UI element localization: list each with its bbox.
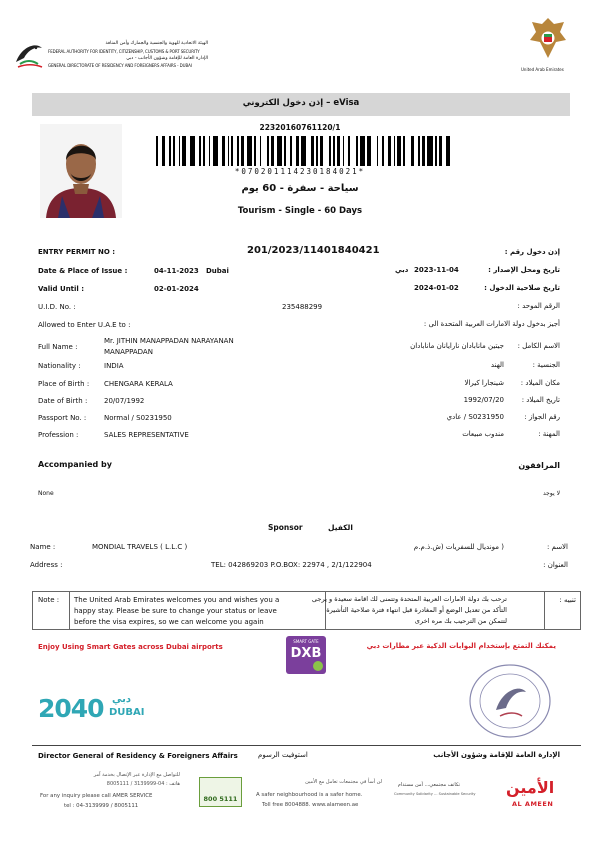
barcode-bar bbox=[388, 136, 391, 166]
dubai-logo-en: DUBAI bbox=[109, 707, 145, 718]
note-text-ar-2: التأكد من تعديل الوضع أو المغادرة قبل انتهاء فترة صلاحية التأشيرة bbox=[326, 606, 507, 614]
entry-permit-label-ar: إذن دخول رقم : bbox=[504, 248, 560, 256]
barcode-bar bbox=[228, 136, 230, 166]
official-stamp bbox=[466, 662, 554, 742]
smart-gates-text-en: Enjoy Using Smart Gates across Dubai airports bbox=[38, 643, 223, 651]
nationality-label-ar: الجنسية : bbox=[532, 361, 560, 369]
birth-date-ar: 1992/07/20 bbox=[463, 396, 504, 404]
barcode-bar bbox=[403, 136, 405, 166]
evisa-title: إذن دخول الكتروني – eVisa bbox=[242, 98, 360, 108]
alameen-logo-ar: الأمين bbox=[506, 778, 555, 797]
profession-label-ar: المهنة : bbox=[538, 430, 560, 438]
barcode-bar bbox=[290, 136, 292, 166]
note-label-ar: تنبيه : bbox=[559, 596, 576, 604]
allowed-label: Allowed to Enter U.A.E to : bbox=[38, 321, 131, 329]
emblem-caption: United Arab Emirates bbox=[521, 67, 564, 72]
full-name-ar: جيتين مانابادان نارايانان مانابادان bbox=[410, 342, 504, 350]
barcode-bar bbox=[156, 136, 158, 166]
alameen-logo-en: AL AMEEN bbox=[512, 800, 554, 808]
check-icon bbox=[313, 661, 323, 671]
passport-label-ar: رقم الجواز : bbox=[524, 413, 560, 421]
accompanied-label: Accompanied by bbox=[38, 460, 112, 469]
accompanied-label-ar: المرافقون bbox=[518, 461, 560, 470]
entry-permit-number: 201/2023/11401840421 bbox=[247, 245, 380, 256]
barcode-bar bbox=[422, 136, 425, 166]
sponsor-name-label-ar: الاسم : bbox=[546, 543, 568, 551]
issue-place-ar: دبي bbox=[395, 266, 409, 274]
note-text-ar-3: لتتمكن من الترحيب بك مره اخرى bbox=[414, 617, 507, 625]
uid-label: U.I.D. No. : bbox=[38, 303, 76, 311]
barcode-bar bbox=[296, 136, 299, 166]
safer-en-1: A safer neighbourhood is a safer home. bbox=[256, 792, 363, 798]
safer-ar: لن أسأ في مجتمعات تعامل مع الأمين bbox=[305, 779, 382, 785]
authority-logo bbox=[12, 36, 46, 72]
barcode-bar bbox=[260, 136, 262, 166]
entry-permit-label: ENTRY PERMIT NO : bbox=[38, 248, 116, 256]
barcode-bar bbox=[367, 136, 370, 166]
barcode-bar bbox=[162, 136, 165, 166]
barcode-bar bbox=[356, 136, 358, 166]
dubai-logo-ar: دبي bbox=[112, 694, 132, 705]
director-title-ar: الإدارة العامة للإقامة وشؤون الأجانب bbox=[433, 751, 560, 759]
uid-number: 235488299 bbox=[282, 303, 323, 311]
visa-type-en: Tourism - Single - 60 Days bbox=[237, 206, 363, 216]
directorate-name-ar: الإدارة العامة للإقامة وشؤون الأجانب - دبي bbox=[126, 56, 208, 61]
barcode-bar bbox=[203, 136, 205, 166]
birth-place-label: Place of Birth : bbox=[38, 380, 90, 388]
barcode-bar bbox=[173, 136, 175, 166]
accompanied-value: None bbox=[38, 490, 54, 497]
barcode-bar bbox=[377, 136, 379, 166]
note-text-ar-1: ترحب بك دولة الامارات العربية المتحدة وتتمنى لك اقامة سعيدة و يرجى bbox=[311, 595, 507, 603]
amer-number: 800 5111 bbox=[203, 795, 238, 803]
sponsor-address-label: Address : bbox=[30, 561, 63, 569]
directorate-name-en: GENERAL DIRECTORATE OF RESIDENCY AND FOREIGNERS AFFAIRS - DUBAI bbox=[48, 63, 192, 68]
barcode-bar bbox=[333, 136, 335, 166]
barcode-bar bbox=[209, 136, 211, 166]
allowed-label-ar: أجيز بدخول دولة الامارات العربية المتحدة الى : bbox=[423, 320, 560, 328]
barcode-bar bbox=[301, 136, 306, 166]
barcode-bar bbox=[311, 136, 314, 166]
community-en: Community Solidarity ... Sustainable Security bbox=[394, 792, 476, 796]
full-name-label-ar: الاسم الكامل : bbox=[517, 342, 560, 350]
birth-date-label-ar: تاريخ الميلاد : bbox=[521, 396, 560, 404]
visa-barcode bbox=[156, 136, 452, 166]
valid-label-ar: تاريخ صلاحية الدخول : bbox=[484, 284, 560, 292]
issue-label: Date & Place of Issue : bbox=[38, 267, 128, 275]
authority-name-ar: الهيئة الاتحادية للهوية والجنسية والجمارك وأمن المنافذ bbox=[105, 41, 208, 46]
passport-label: Passport No. : bbox=[38, 414, 87, 422]
smart-gate-badge-top: SMART GATE bbox=[293, 639, 319, 644]
barcode-bar bbox=[199, 136, 201, 166]
barcode-bar bbox=[213, 136, 218, 166]
barcode-bar bbox=[277, 136, 282, 166]
birth-place: CHENGARA KERALA bbox=[104, 380, 173, 388]
enquiry-en-1: For any inquiry please call AMER SERVICE bbox=[40, 793, 153, 799]
community-ar: تكاتف مجتمعي... أمن مستدام bbox=[397, 782, 460, 788]
safer-en-2: Toll free 8004888. www.alameen.ae bbox=[262, 802, 359, 808]
footer-divider bbox=[32, 745, 581, 746]
full-name-line2: MANAPPADAN bbox=[104, 348, 153, 356]
barcode-bar bbox=[411, 136, 414, 166]
amer-logo bbox=[199, 777, 242, 807]
issue-date-ar: 2023-11-04 bbox=[414, 266, 459, 274]
accompanied-value-ar: لا يوجد bbox=[543, 490, 560, 497]
smart-gate-badge bbox=[286, 636, 326, 674]
barcode-bar bbox=[190, 136, 195, 166]
sponsor-name-label: Name : bbox=[30, 543, 56, 551]
issue-date: 04-11-2023 bbox=[154, 267, 199, 275]
barcode-bar bbox=[446, 136, 449, 166]
barcode-bar bbox=[435, 136, 437, 166]
enquiry-ar-1: للتواصل مع الإدارة عبر الإتصال بخدمة آمر bbox=[93, 772, 180, 778]
barcode-bar bbox=[337, 136, 340, 166]
barcode-bar bbox=[169, 136, 171, 166]
birth-place-ar: شينجارا كيرالا bbox=[464, 379, 504, 387]
valid-label: Valid Until : bbox=[38, 285, 85, 293]
barcode-bar bbox=[418, 136, 420, 166]
barcode-bar bbox=[397, 136, 400, 166]
barcode-bar bbox=[271, 136, 274, 166]
barcode-bar bbox=[179, 136, 181, 166]
full-name-label: Full Name : bbox=[38, 343, 78, 351]
barcode-bar bbox=[182, 136, 185, 166]
nationality-ar: الهند bbox=[490, 361, 504, 369]
fees-paid-ar: استوفيت الرسوم bbox=[258, 751, 308, 759]
barcode-bar bbox=[237, 136, 239, 166]
valid-until: 02-01-2024 bbox=[154, 285, 199, 293]
issue-label-ar: تاريخ ومحل الإصدار : bbox=[488, 266, 560, 274]
birth-place-label-ar: مكان الميلاد : bbox=[520, 379, 560, 387]
sponsor-address: TEL: 042869203 P.O.BOX: 22974 , 2/1/122904 bbox=[211, 561, 372, 569]
barcode-bar bbox=[348, 136, 350, 166]
issue-place: Dubai bbox=[206, 267, 229, 275]
uid-label-ar: الرقم الموحد : bbox=[517, 302, 560, 310]
visa-type-ar: سياحة - سفرة - 60 يوم bbox=[241, 183, 359, 194]
passport-number-ar: S0231950 / عادي bbox=[446, 413, 504, 421]
barcode-bar bbox=[231, 136, 233, 166]
director-title-en: Director General of Residency & Foreigners Affairs bbox=[38, 752, 238, 760]
barcode-text: *070201114230184021* bbox=[234, 167, 366, 176]
evisa-title-bar bbox=[32, 93, 570, 116]
barcode-bar bbox=[267, 136, 269, 166]
note-label: Note : bbox=[38, 596, 60, 604]
smart-gate-badge-main: DXB bbox=[290, 646, 322, 661]
authority-name-en: FEDERAL AUTHORITY FOR IDENTITY, CITIZENSHIP, CUSTOMS & PORT SECURITY bbox=[48, 49, 200, 54]
note-text-en-2: happy stay. Please be sure to change your status or leave bbox=[74, 607, 277, 615]
birth-date-label: Date of Birth : bbox=[38, 397, 88, 405]
barcode-bar bbox=[360, 136, 365, 166]
profession-ar: مندوب مبيعات bbox=[462, 430, 504, 438]
barcode-bar bbox=[427, 136, 432, 166]
barcode-bar bbox=[284, 136, 286, 166]
sponsor-address-label-ar: العنوان : bbox=[543, 561, 568, 569]
profession: SALES REPRESENTATIVE bbox=[104, 431, 189, 439]
sponsor-name: MONDIAL TRAVELS ( L.L.C ) bbox=[92, 543, 188, 551]
barcode-bar bbox=[222, 136, 225, 166]
sponsor-name-ar: ( موندیال للسفریات (ش.ذ.م.م bbox=[413, 543, 504, 551]
note-text-en-1: The United Arab Emirates welcomes you and wishes you a bbox=[74, 596, 280, 604]
dubai-2040-logo: 2040 bbox=[38, 694, 104, 723]
barcode-bar bbox=[316, 136, 318, 166]
barcode-bar bbox=[382, 136, 384, 166]
birth-date: 20/07/1992 bbox=[104, 397, 145, 405]
sponsor-title: Sponsor bbox=[268, 523, 303, 532]
barcode-bar bbox=[329, 136, 331, 166]
note-text-en-3: before the visa expires, so we can welcome you again bbox=[74, 618, 264, 626]
valid-until-ar: 2024-01-02 bbox=[414, 284, 459, 292]
enquiry-ar-2: هاتف : 04-3139999 / 8005111 bbox=[106, 781, 180, 787]
barcode-bar bbox=[439, 136, 442, 166]
sponsor-title-ar: الكفيل bbox=[328, 523, 353, 532]
visa-reference: 22320160761120/1 bbox=[259, 123, 341, 132]
barcode-bar bbox=[343, 136, 345, 166]
passport-number: Normal / S0231950 bbox=[104, 414, 172, 422]
barcode-bar bbox=[394, 136, 396, 166]
profession-label: Profession : bbox=[38, 431, 79, 439]
enquiry-en-2: tel : 04-3139999 / 8005111 bbox=[64, 803, 139, 809]
barcode-bar bbox=[254, 136, 256, 166]
nationality-label: Nationality : bbox=[38, 362, 81, 370]
barcode-bar bbox=[320, 136, 323, 166]
barcode-bar bbox=[241, 136, 244, 166]
full-name-line1: Mr. JITHIN MANAPPADAN NARAYANAN bbox=[104, 337, 234, 345]
nationality: INDIA bbox=[104, 362, 124, 370]
smart-gates-text-ar: يمكنك التمتع بإستخدام البوابات الذكية عبر مطارات دبي bbox=[366, 642, 556, 650]
uae-emblem bbox=[526, 14, 570, 66]
barcode-bar bbox=[247, 136, 252, 166]
